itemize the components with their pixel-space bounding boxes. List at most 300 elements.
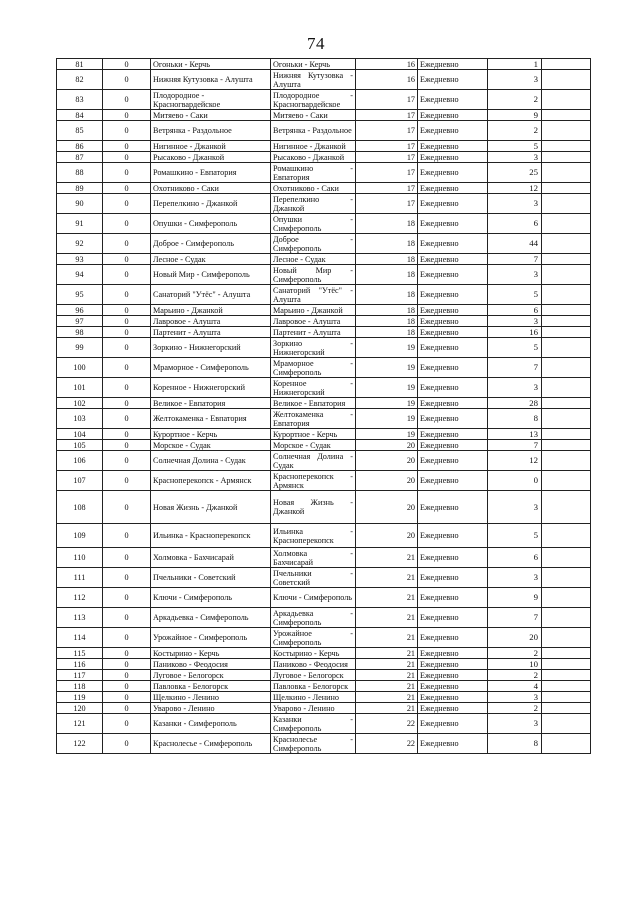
route-name: Партенит - Алушта <box>151 327 271 338</box>
empty-cell <box>542 305 591 316</box>
empty-cell <box>542 628 591 648</box>
count-cell: 3 <box>488 378 542 398</box>
zero-cell: 0 <box>103 378 151 398</box>
route-name-alt: Урожайное - Симферополь <box>271 628 356 648</box>
route-name: Новая Жизнь - Джанкой <box>151 491 271 524</box>
day-cell: 16 <box>356 70 418 90</box>
table-row <box>57 121 591 141</box>
table-row <box>57 568 591 588</box>
route-name: Морское - Судак <box>151 440 271 451</box>
day-cell: 17 <box>356 152 418 163</box>
route-name: Доброе - Симферополь <box>151 234 271 254</box>
count-cell: 12 <box>488 183 542 194</box>
route-name: Охотниково - Саки <box>151 183 271 194</box>
empty-cell <box>542 429 591 440</box>
row-number: 98 <box>57 327 103 338</box>
day-cell: 21 <box>356 670 418 681</box>
count-cell: 20 <box>488 628 542 648</box>
frequency-cell: Ежедневно <box>418 327 488 338</box>
route-name-alt: Перепелкино - Джанкой <box>271 194 356 214</box>
route-name-alt: Митяево - Саки <box>271 110 356 121</box>
empty-cell <box>542 588 591 608</box>
route-name-alt: Казанки - Симферополь <box>271 714 356 734</box>
table-row <box>57 681 591 692</box>
zero-cell: 0 <box>103 90 151 110</box>
route-name: Холмовка - Бахчисарай <box>151 548 271 568</box>
row-number: 100 <box>57 358 103 378</box>
count-cell: 2 <box>488 121 542 141</box>
route-name: Желтокаменка - Евпатория <box>151 409 271 429</box>
empty-cell <box>542 670 591 681</box>
day-cell: 17 <box>356 163 418 183</box>
count-cell: 10 <box>488 659 542 670</box>
route-name-alt: Ромашкино - Евпатория <box>271 163 356 183</box>
row-number: 90 <box>57 194 103 214</box>
day-cell: 20 <box>356 524 418 548</box>
route-name: Мраморное - Симферополь <box>151 358 271 378</box>
route-name-alt: Луговое - Белогорск <box>271 670 356 681</box>
table-row <box>57 90 591 110</box>
route-name: Санаторий "Утёс" - Алушта <box>151 285 271 305</box>
route-name-alt: Мраморное - Симферополь <box>271 358 356 378</box>
day-cell: 21 <box>356 648 418 659</box>
day-cell: 22 <box>356 714 418 734</box>
zero-cell: 0 <box>103 194 151 214</box>
frequency-cell: Ежедневно <box>418 648 488 659</box>
route-name: Новый Мир - Симферополь <box>151 265 271 285</box>
route-name: Солнечная Долина - Судак <box>151 451 271 471</box>
row-number: 113 <box>57 608 103 628</box>
row-number: 81 <box>57 59 103 70</box>
route-name: Рысаково - Джанкой <box>151 152 271 163</box>
row-number: 109 <box>57 524 103 548</box>
day-cell: 17 <box>356 110 418 121</box>
row-number: 105 <box>57 440 103 451</box>
empty-cell <box>542 440 591 451</box>
zero-cell: 0 <box>103 714 151 734</box>
table-row <box>57 608 591 628</box>
frequency-cell: Ежедневно <box>418 628 488 648</box>
zero-cell: 0 <box>103 254 151 265</box>
count-cell: 0 <box>488 471 542 491</box>
row-number: 115 <box>57 648 103 659</box>
route-name-alt: Морское - Судак <box>271 440 356 451</box>
table-row <box>57 440 591 451</box>
count-cell: 16 <box>488 327 542 338</box>
route-name-alt: Уварово - Ленино <box>271 703 356 714</box>
route-name: Коренное - Нижнегорский <box>151 378 271 398</box>
table-row <box>57 378 591 398</box>
count-cell: 3 <box>488 152 542 163</box>
zero-cell: 0 <box>103 440 151 451</box>
frequency-cell: Ежедневно <box>418 703 488 714</box>
zero-cell: 0 <box>103 524 151 548</box>
count-cell: 6 <box>488 548 542 568</box>
day-cell: 19 <box>356 358 418 378</box>
row-number: 121 <box>57 714 103 734</box>
table-row <box>57 338 591 358</box>
zero-cell: 0 <box>103 681 151 692</box>
count-cell: 3 <box>488 568 542 588</box>
route-name: Огоньки - Керчь <box>151 59 271 70</box>
table-row <box>57 692 591 703</box>
frequency-cell: Ежедневно <box>418 409 488 429</box>
frequency-cell: Ежедневно <box>418 214 488 234</box>
zero-cell: 0 <box>103 491 151 524</box>
route-name-alt: Доброе - Симферополь <box>271 234 356 254</box>
day-cell: 18 <box>356 285 418 305</box>
route-name: Павловка - Белогорск <box>151 681 271 692</box>
zero-cell: 0 <box>103 141 151 152</box>
zero-cell: 0 <box>103 608 151 628</box>
route-name: Казанки - Симферополь <box>151 714 271 734</box>
empty-cell <box>542 714 591 734</box>
table-row <box>57 659 591 670</box>
route-name-alt: Щелкино - Ленино <box>271 692 356 703</box>
frequency-cell: Ежедневно <box>418 254 488 265</box>
route-name: Уварово - Ленино <box>151 703 271 714</box>
frequency-cell: Ежедневно <box>418 608 488 628</box>
day-cell: 21 <box>356 588 418 608</box>
route-name: Ромашкино - Евпатория <box>151 163 271 183</box>
day-cell: 20 <box>356 491 418 524</box>
zero-cell: 0 <box>103 327 151 338</box>
count-cell: 3 <box>488 692 542 703</box>
empty-cell <box>542 378 591 398</box>
zero-cell: 0 <box>103 692 151 703</box>
row-number: 114 <box>57 628 103 648</box>
zero-cell: 0 <box>103 703 151 714</box>
frequency-cell: Ежедневно <box>418 59 488 70</box>
zero-cell: 0 <box>103 429 151 440</box>
route-name: Урожайное - Симферополь <box>151 628 271 648</box>
zero-cell: 0 <box>103 305 151 316</box>
table-row <box>57 254 591 265</box>
route-name-alt: Партенит - Алушта <box>271 327 356 338</box>
row-number: 120 <box>57 703 103 714</box>
route-name-alt: Ключи - Симферополь <box>271 588 356 608</box>
table-row <box>57 588 591 608</box>
route-name: Пчельники - Советский <box>151 568 271 588</box>
count-cell: 3 <box>488 265 542 285</box>
table-row <box>57 194 591 214</box>
frequency-cell: Ежедневно <box>418 285 488 305</box>
frequency-cell: Ежедневно <box>418 398 488 409</box>
empty-cell <box>542 548 591 568</box>
zero-cell: 0 <box>103 163 151 183</box>
route-name: Курортное - Керчь <box>151 429 271 440</box>
day-cell: 18 <box>356 214 418 234</box>
row-number: 83 <box>57 90 103 110</box>
frequency-cell: Ежедневно <box>418 714 488 734</box>
day-cell: 18 <box>356 234 418 254</box>
route-name: Аркадьевка - Симферополь <box>151 608 271 628</box>
row-number: 118 <box>57 681 103 692</box>
table-row <box>57 152 591 163</box>
count-cell: 8 <box>488 409 542 429</box>
day-cell: 17 <box>356 90 418 110</box>
count-cell: 9 <box>488 110 542 121</box>
route-name-alt: Новая Жизнь - Джанкой <box>271 491 356 524</box>
row-number: 82 <box>57 70 103 90</box>
row-number: 87 <box>57 152 103 163</box>
day-cell: 17 <box>356 183 418 194</box>
empty-cell <box>542 524 591 548</box>
count-cell: 9 <box>488 588 542 608</box>
route-name-alt: Огоньки - Керчь <box>271 59 356 70</box>
route-name-alt: Костырино - Керчь <box>271 648 356 659</box>
zero-cell: 0 <box>103 59 151 70</box>
count-cell: 12 <box>488 451 542 471</box>
day-cell: 17 <box>356 141 418 152</box>
empty-cell <box>542 327 591 338</box>
table-row <box>57 714 591 734</box>
table-row <box>57 327 591 338</box>
table-row <box>57 628 591 648</box>
row-number: 112 <box>57 588 103 608</box>
route-name-alt: Новый Мир - Симферополь <box>271 265 356 285</box>
empty-cell <box>542 659 591 670</box>
zero-cell: 0 <box>103 648 151 659</box>
route-name: Митяево - Саки <box>151 110 271 121</box>
frequency-cell: Ежедневно <box>418 90 488 110</box>
frequency-cell: Ежедневно <box>418 451 488 471</box>
frequency-cell: Ежедневно <box>418 378 488 398</box>
route-name-alt: Нижняя Кутузовка - Алушта <box>271 70 356 90</box>
route-name-alt: Курортное - Керчь <box>271 429 356 440</box>
row-number: 93 <box>57 254 103 265</box>
route-name-alt: Краснолесье - Симферополь <box>271 734 356 754</box>
empty-cell <box>542 703 591 714</box>
frequency-cell: Ежедневно <box>418 588 488 608</box>
empty-cell <box>542 254 591 265</box>
day-cell: 21 <box>356 692 418 703</box>
day-cell: 21 <box>356 659 418 670</box>
route-name: Опушки - Симферополь <box>151 214 271 234</box>
row-number: 97 <box>57 316 103 327</box>
count-cell: 7 <box>488 440 542 451</box>
count-cell: 3 <box>488 316 542 327</box>
table-row <box>57 429 591 440</box>
empty-cell <box>542 163 591 183</box>
row-number: 110 <box>57 548 103 568</box>
page-number: 74 <box>307 34 325 53</box>
frequency-cell: Ежедневно <box>418 316 488 327</box>
frequency-cell: Ежедневно <box>418 338 488 358</box>
count-cell: 3 <box>488 194 542 214</box>
frequency-cell: Ежедневно <box>418 568 488 588</box>
route-name: Щелкино - Ленино <box>151 692 271 703</box>
table-row <box>57 451 591 471</box>
zero-cell: 0 <box>103 70 151 90</box>
table-row <box>57 491 591 524</box>
frequency-cell: Ежедневно <box>418 141 488 152</box>
row-number: 94 <box>57 265 103 285</box>
frequency-cell: Ежедневно <box>418 305 488 316</box>
zero-cell: 0 <box>103 659 151 670</box>
count-cell: 28 <box>488 398 542 409</box>
empty-cell <box>542 451 591 471</box>
route-name-alt: Зоркино - Нижнегорский <box>271 338 356 358</box>
frequency-cell: Ежедневно <box>418 194 488 214</box>
empty-cell <box>542 358 591 378</box>
route-name: Нижняя Кутузовка - Алушта <box>151 70 271 90</box>
empty-cell <box>542 90 591 110</box>
table-row <box>57 141 591 152</box>
empty-cell <box>542 681 591 692</box>
routes-table-body <box>57 59 591 754</box>
zero-cell: 0 <box>103 548 151 568</box>
zero-cell: 0 <box>103 409 151 429</box>
route-name-alt: Ильинка - Красноперекопск <box>271 524 356 548</box>
route-name: Марьино - Джанкой <box>151 305 271 316</box>
day-cell: 17 <box>356 121 418 141</box>
empty-cell <box>542 338 591 358</box>
count-cell: 6 <box>488 305 542 316</box>
empty-cell <box>542 183 591 194</box>
day-cell: 21 <box>356 608 418 628</box>
route-name-alt: Санаторий "Утёс" - Алушта <box>271 285 356 305</box>
day-cell: 18 <box>356 327 418 338</box>
table-row <box>57 316 591 327</box>
empty-cell <box>542 110 591 121</box>
count-cell: 2 <box>488 648 542 659</box>
day-cell: 21 <box>356 628 418 648</box>
zero-cell: 0 <box>103 183 151 194</box>
row-number: 84 <box>57 110 103 121</box>
count-cell: 5 <box>488 141 542 152</box>
frequency-cell: Ежедневно <box>418 70 488 90</box>
route-name-alt: Плодородное - Красногвардейское <box>271 90 356 110</box>
count-cell: 8 <box>488 734 542 754</box>
day-cell: 20 <box>356 451 418 471</box>
route-name: Зоркино - Нижнегорский <box>151 338 271 358</box>
zero-cell: 0 <box>103 628 151 648</box>
day-cell: 19 <box>356 398 418 409</box>
route-name-alt: Павловка - Белогорск <box>271 681 356 692</box>
day-cell: 21 <box>356 548 418 568</box>
route-name-alt: Нигинное - Джанкой <box>271 141 356 152</box>
day-cell: 21 <box>356 703 418 714</box>
zero-cell: 0 <box>103 121 151 141</box>
route-name: Перепелкино - Джанкой <box>151 194 271 214</box>
row-number: 102 <box>57 398 103 409</box>
table-row <box>57 163 591 183</box>
count-cell: 5 <box>488 285 542 305</box>
row-number: 99 <box>57 338 103 358</box>
count-cell: 7 <box>488 608 542 628</box>
zero-cell: 0 <box>103 265 151 285</box>
zero-cell: 0 <box>103 338 151 358</box>
route-name: Нигинное - Джанкой <box>151 141 271 152</box>
frequency-cell: Ежедневно <box>418 692 488 703</box>
table-row <box>57 265 591 285</box>
day-cell: 20 <box>356 440 418 451</box>
table-row <box>57 409 591 429</box>
day-cell: 18 <box>356 265 418 285</box>
zero-cell: 0 <box>103 398 151 409</box>
row-number: 106 <box>57 451 103 471</box>
frequency-cell: Ежедневно <box>418 429 488 440</box>
count-cell: 4 <box>488 681 542 692</box>
frequency-cell: Ежедневно <box>418 121 488 141</box>
route-name: Краснолесье - Симферополь <box>151 734 271 754</box>
count-cell: 7 <box>488 358 542 378</box>
zero-cell: 0 <box>103 214 151 234</box>
route-name: Костырино - Керчь <box>151 648 271 659</box>
row-number: 111 <box>57 568 103 588</box>
zero-cell: 0 <box>103 451 151 471</box>
route-name: Ильинка - Красноперекопск <box>151 524 271 548</box>
frequency-cell: Ежедневно <box>418 110 488 121</box>
frequency-cell: Ежедневно <box>418 152 488 163</box>
route-name-alt: Лесное - Судак <box>271 254 356 265</box>
zero-cell: 0 <box>103 316 151 327</box>
route-name: Луговое - Белогорск <box>151 670 271 681</box>
route-name: Паниково - Феодосия <box>151 659 271 670</box>
row-number: 103 <box>57 409 103 429</box>
day-cell: 22 <box>356 734 418 754</box>
empty-cell <box>542 471 591 491</box>
empty-cell <box>542 648 591 659</box>
frequency-cell: Ежедневно <box>418 524 488 548</box>
route-name-alt: Рысаково - Джанкой <box>271 152 356 163</box>
route-name: Лесное - Судак <box>151 254 271 265</box>
empty-cell <box>542 692 591 703</box>
empty-cell <box>542 194 591 214</box>
route-name-alt: Аркадьевка - Симферополь <box>271 608 356 628</box>
empty-cell <box>542 70 591 90</box>
route-name-alt: Охотниково - Саки <box>271 183 356 194</box>
route-name-alt: Коренное - Нижнегорский <box>271 378 356 398</box>
zero-cell: 0 <box>103 234 151 254</box>
row-number: 108 <box>57 491 103 524</box>
count-cell: 44 <box>488 234 542 254</box>
table-row <box>57 285 591 305</box>
count-cell: 5 <box>488 524 542 548</box>
count-cell: 2 <box>488 703 542 714</box>
count-cell: 2 <box>488 90 542 110</box>
day-cell: 17 <box>356 194 418 214</box>
route-name: Красноперекопск - Армянск <box>151 471 271 491</box>
route-name-alt: Пчельники - Советский <box>271 568 356 588</box>
empty-cell <box>542 568 591 588</box>
table-row <box>57 214 591 234</box>
route-name-alt: Желтокаменка - Евпатория <box>271 409 356 429</box>
row-number: 96 <box>57 305 103 316</box>
count-cell: 3 <box>488 70 542 90</box>
table-row <box>57 59 591 70</box>
day-cell: 18 <box>356 305 418 316</box>
day-cell: 19 <box>356 378 418 398</box>
table-row <box>57 234 591 254</box>
route-name: Плодородное - Красногвардейское <box>151 90 271 110</box>
frequency-cell: Ежедневно <box>418 548 488 568</box>
day-cell: 18 <box>356 316 418 327</box>
zero-cell: 0 <box>103 568 151 588</box>
frequency-cell: Ежедневно <box>418 183 488 194</box>
table-row <box>57 734 591 754</box>
route-name-alt: Солнечная Долина - Судак <box>271 451 356 471</box>
frequency-cell: Ежедневно <box>418 491 488 524</box>
route-name-alt: Красноперекопск - Армянск <box>271 471 356 491</box>
route-name-alt: Великое - Евпатория <box>271 398 356 409</box>
table-row <box>57 70 591 90</box>
empty-cell <box>542 59 591 70</box>
frequency-cell: Ежедневно <box>418 440 488 451</box>
table-row <box>57 305 591 316</box>
empty-cell <box>542 265 591 285</box>
